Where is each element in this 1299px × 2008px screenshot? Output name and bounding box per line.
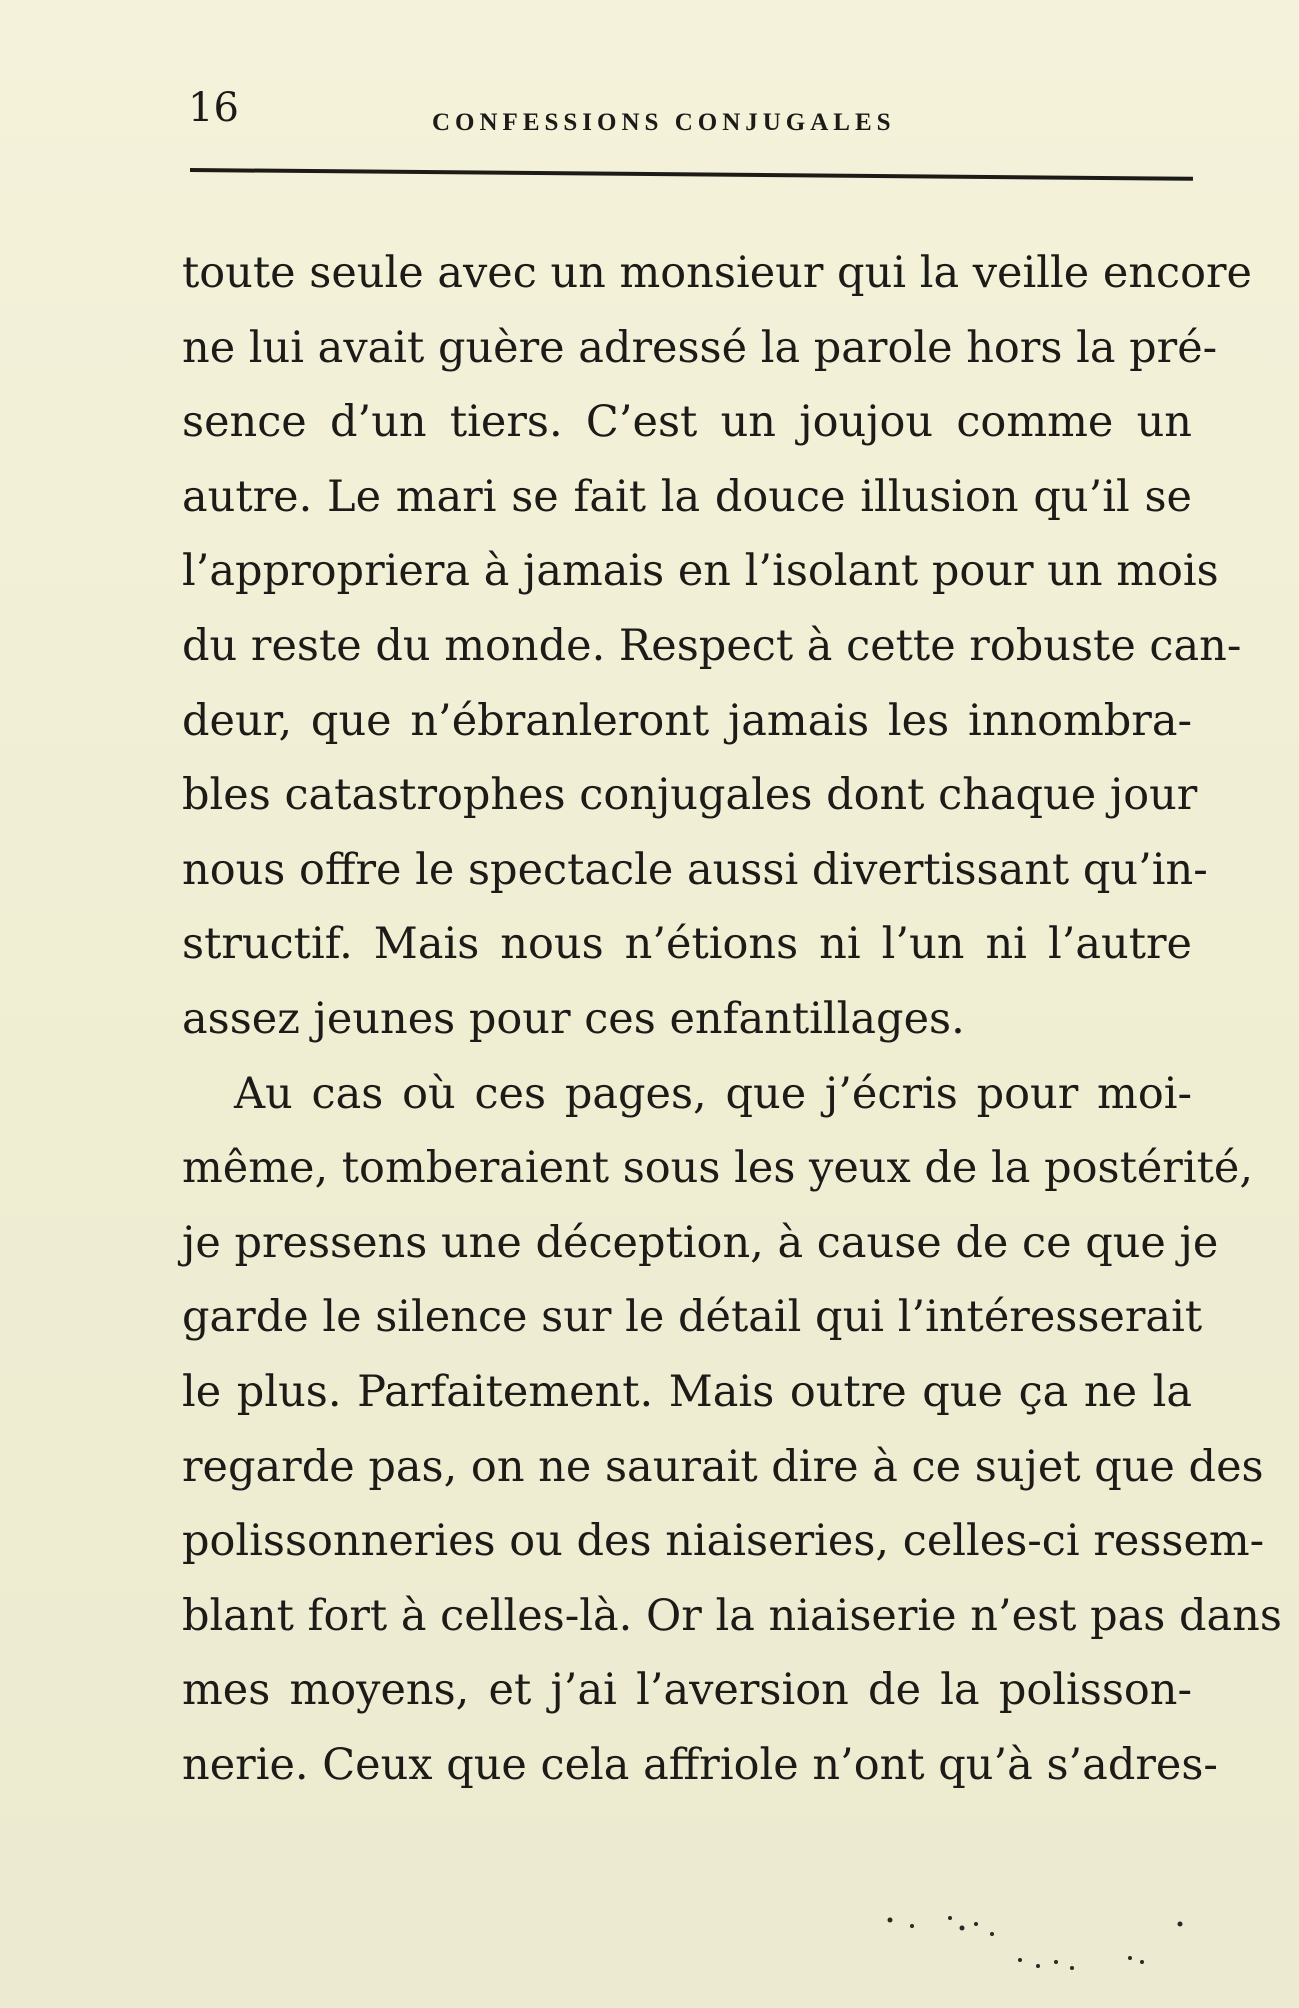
text-line: regarde pas, on ne saurait dire à ce sujet que des bbox=[182, 1441, 1264, 1492]
text-line: l’appropriera à jamais en l’isolant pour un mois bbox=[182, 546, 1219, 597]
header-rule bbox=[190, 168, 1193, 181]
text-line: garde le silence sur le détail qui l’intéresserait bbox=[182, 1292, 1203, 1343]
text-line: sence d’un tiers. C’est un joujou comme un bbox=[182, 397, 1192, 448]
text-line: bles catastrophes conjugales dont chaque jour bbox=[182, 770, 1198, 821]
text-line: toute seule avec un monsieur qui la veille encore bbox=[182, 248, 1252, 298]
text-line: assez jeunes pour ces enfantillages. bbox=[182, 993, 965, 1044]
text-line: nerie. Ceux que cela affriole n’ont qu’à s’adres- bbox=[182, 1739, 1218, 1790]
text-line: même, tomberaient sous les yeux de la postérité, bbox=[182, 1143, 1254, 1194]
text-line: mes moyens, et j’ai l’aversion de la polisson- bbox=[182, 1665, 1192, 1716]
text-line: ne lui avait guère adressé la parole hors la pré- bbox=[182, 322, 1218, 373]
text-line: je pressens une déception, à cause de ce que je bbox=[182, 1217, 1219, 1268]
text-line: du reste du monde. Respect à cette robuste can- bbox=[182, 620, 1242, 671]
page-number: 16 bbox=[188, 85, 239, 131]
body-text bbox=[182, 236, 1282, 1802]
text-line: polissonneries ou des niaiseries, celles-ci ressem- bbox=[182, 1516, 1265, 1567]
text-line: autre. Le mari se fait la douce illusion qu’il se bbox=[182, 471, 1192, 522]
text-line: nous offre le spectacle aussi divertissant qu’in- bbox=[182, 844, 1208, 895]
text-line: le plus. Parfaitement. Mais outre que ça ne la bbox=[182, 1366, 1192, 1417]
text-line: blant fort à celles-là. Or la niaiserie n’est pas dans bbox=[182, 1590, 1282, 1641]
paper-specks bbox=[880, 1912, 1210, 1992]
running-title: CONFESSIONS CONJUGALES bbox=[432, 109, 896, 136]
text-line: deur, que n’ébranleront jamais les innombra- bbox=[182, 695, 1192, 746]
text-line: Au cas où ces pages, que j’écris pour moi- bbox=[234, 1068, 1192, 1119]
text-line: structif. Mais nous n’étions ni l’un ni l’autre bbox=[182, 919, 1192, 970]
